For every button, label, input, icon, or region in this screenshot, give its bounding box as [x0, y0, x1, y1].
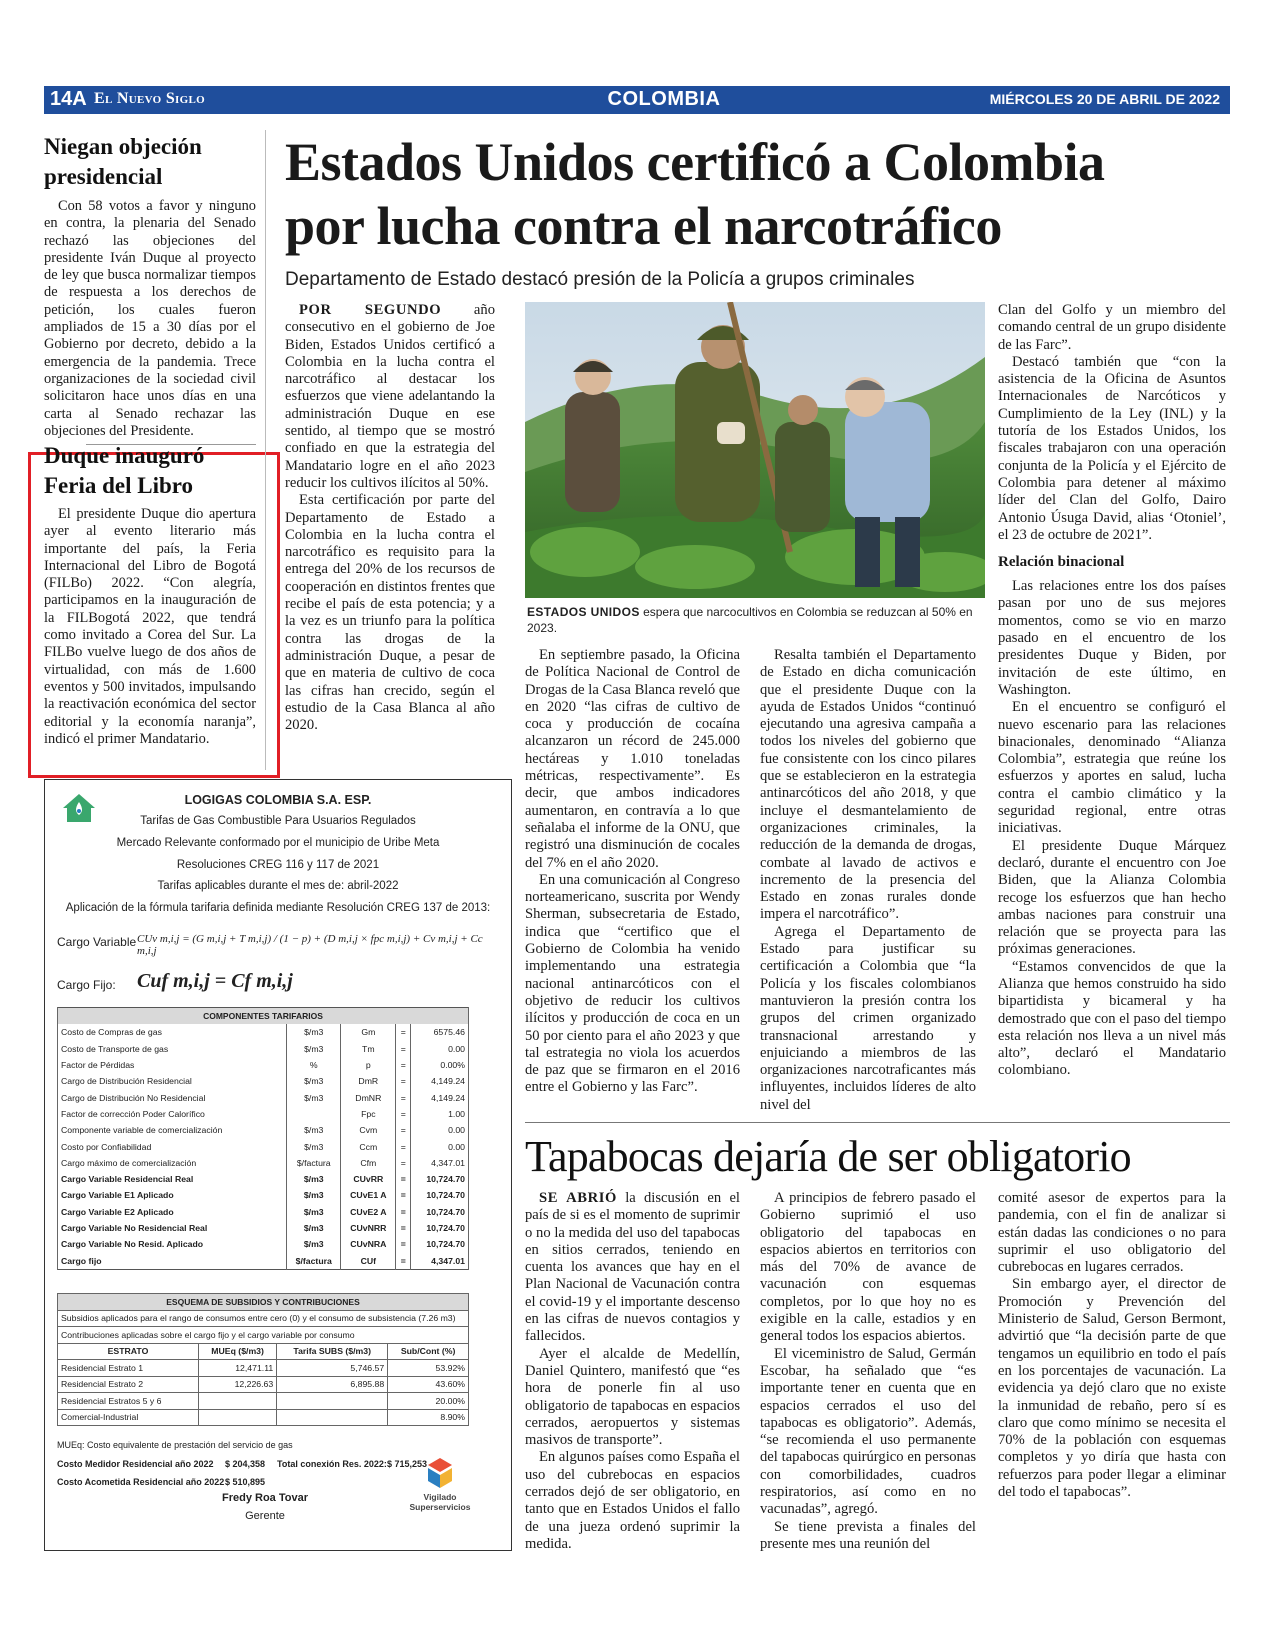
- page-number: 14A: [50, 88, 87, 110]
- component-row: Cargo Variable E1 Aplicado $/m3 CUvE1 A = 10,724.70: [58, 1187, 469, 1203]
- story1-column-1: POR SEGUNDO año consecutivo en el gobierno de Joe Biden, Estados Unidos certificó a Colombia en la lucha contra el narcotráfico al destacar los esfuerzos que viene adelantando la administración Duque en ese sentido, al tiempo que se mostró confiado en que la estrategia del Mandatario logre en el año 2023 reducir los cultivos ilícitos al 50%. Esta certificación por parte del Departamento de Estado a Colombia en la lucha contra el narcotráfico es requisito para la entrega del 20% de los recursos de cooperación en distintos frentes que recibe el país de esta potencia; y a la vez es un triunfo para la política contra las drogas de la administración Duque, a pesar de que en materia de cultivo de coca las cifras han crecido, según el estudio de la Casa Blanca al año 2020.: [285, 302, 495, 734]
- component-row: Costo de Compras de gas $/m3 Gm = 6575.46: [58, 1024, 469, 1040]
- subsidy-row: Residencial Estratos 5 y 6 20.00%: [58, 1393, 469, 1410]
- ad-company: LOGIGAS COLOMBIA S.A. ESP.: [184, 793, 372, 807]
- component-row: Cargo Variable E2 Aplicado $/m3 CUvE2 A = 10,724.70: [58, 1204, 469, 1220]
- brief-feria-libro: [44, 441, 256, 748]
- ad-signer-role: Gerente: [245, 1510, 285, 1522]
- formula-variable: CUv m,i,j = (G m,i,j + T m,i,j) / (1 − p) + (D m,i,j × fpc m,i,j) + Cv m,i,j + Cc m,i,j: [137, 933, 483, 957]
- column-rule: [265, 130, 266, 770]
- subsidies-table: ESQUEMA DE SUBSIDIOS Y CONTRIBUCIONES Subsidios aplicados para el rango de consumos entre cero (0) y el consumo de subsistencia (7.26 m3) Contribuciones aplicadas sobre el cargo fijo y el cargo variable por consumo ESTRATO MUEq ($/m3) Tarifa SUBS ($/m3) Sub/Cont (%) Residencial Estrato 1 12,471.11 5,746.57 53.92% Residencial Estrato 2 12,226.63 6,895.88 43.60% Residencial Estratos 5 y 6 20.00% Comercial-Industrial 8.90%: [57, 1293, 469, 1426]
- component-row: Cargo Variable No Residencial Real $/m3 CUvNRR = 10,724.70: [58, 1220, 469, 1236]
- issue-date: MIÉRCOLES 20 DE ABRIL DE 2022: [989, 91, 1220, 107]
- story1-lead: POR SEGUNDO: [299, 302, 442, 318]
- subsidies-header-row: ESTRATO MUEq ($/m3) Tarifa SUBS ($/m3) Sub/Cont (%): [58, 1343, 469, 1360]
- story2-lead: SE ABRIÓ: [539, 1190, 617, 1206]
- component-row: Cargo de Distribución No Residencial $/m3 DmNR = 4,149.24: [58, 1089, 469, 1105]
- component-row: Cargo Variable No Resid. Aplicado $/m3 CUvNRA = 10,724.70: [58, 1236, 469, 1252]
- soldiers-eradication-photo: [525, 302, 985, 598]
- component-row: Cargo Variable Residencial Real $/m3 CUvRR = 10,724.70: [58, 1171, 469, 1187]
- brief-objecion: [44, 132, 256, 445]
- component-row: Cargo fijo $/factura CUf = 4,347.01: [58, 1252, 469, 1269]
- superservicios-logo-icon: [425, 1456, 455, 1490]
- tapabocas-headline: Tapabocas dejaría de ser obligatorio: [525, 1132, 1131, 1181]
- main-deck: Departamento de Estado destacó presión de la Policía a grupos criminales: [285, 269, 915, 290]
- brief-feria-title: Duque inauguró Feria del Libro: [44, 443, 205, 498]
- subsidy-row: Residencial Estrato 2 12,226.63 6,895.88 43.60%: [58, 1376, 469, 1393]
- story2-column-2: A principios de febrero pasado el Gobierno suprimió el uso obligatorio del tapabocas en espacios abiertos en territorios con más del 70% de avance de vacunación con esquemas completos, por lo que hoy no es exigible en la calle, estadios y en general todos los espacios abiertos. El viceministro de Salud, Germán Escobar, ha señalado que “es importante tener en cuenta que en espacios cerrados el uso del tapabocas es obligatorio”. Además, “se recomienda el uso permanente del tapabocas quirúrgico en personas con comorbilidades, cuadros respiratorios, así como en no vacunadas”, agregó. Se tiene prevista a finales del presente mes una reunión del: [760, 1190, 976, 1552]
- subsidy-row: Comercial-Industrial 8.90%: [58, 1409, 469, 1426]
- story-divider: [525, 1122, 1230, 1123]
- components-table: COMPONENTES TARIFARIOS Costo de Compras de gas $/m3 Gm = 6575.46 Costo de Transporte de gas $/m3 Tm = 0.00 Factor de Pérdidas % p = 0.00% Cargo de Distribución Residencial $/m3 DmR = 4,149.24 Cargo de Distribución No Residencial $/m3 DmNR = 4,149.24 Factor de corrección Poder Calorífico Fpc = 1.00 Componente variable de comercialización $/m3 Cvm = 0.00 Costo por Confiabilidad $/m3 Ccm = 0.00 Cargo máximo de comercialización $/factura Cfm = 4,347.01 Cargo Variable Residencial Real $/m3 CUvRR = 10,724.70 Cargo Variable E1 Aplicado $/m3 CUvE1 A = 10,724.70 Cargo Variable E2 Aplicado $/m3 CUvE2 A = 10,724.70 Cargo Variable No Residencial Real $/m3 CUvNRR = 10,724.70 Cargo Variable No Resid. Aplicado $/m3 CUvNRA = 10,724.70 Cargo fijo $/factura CUf = 4,347.01: [57, 1007, 469, 1270]
- component-row: Componente variable de comercialización $/m3 Cvm = 0.00: [58, 1122, 469, 1138]
- newspaper-brand: El Nuevo Siglo: [94, 90, 205, 107]
- story2-column-3: comité asesor de expertos para la pandemia, con el fin de analizar si están dadas las condiciones o no para suprimir el uso obligatorio del cubrebocas en lugares cerrados. Sin embargo ayer, el director de Promoción y Prevención del Ministerio de Salud, Gerson Bermont, advirtió que “la decisión parte de que tengamos un equilibrio en todo el país en los porcentajes de vacunación. La evidencia ya dejó claro que no existe la inmunidad de rebaño, pero sí es claro que como mínimo se necesita el 70% de la población con esquemas completos y yo diría que hasta con refuerzos para poder llegar a eliminar del todo el tapabocas”.: [998, 1190, 1226, 1501]
- photo-caption: ESTADOS UNIDOS espera que narcocultivos en Colombia se reduzcan al 50% en 2023.: [527, 605, 973, 635]
- brief-feria-body: El presidente Duque dio apertura ayer al evento literario más importante del país, la Feria Internacional del Libro de Bogotá (FILBo) 2022. “Con alegría, participamos en la inauguración de la FILBogotá 2022, que tendrá como invitado a Corea del Sur. La FILBo vuelve luego de dos años de virtualidad, con más de 1.600 eventos y 500 invitados, impulsando la reactivación económica del sector editorial y la economía naranja”, indicó el primer Mandatario.: [44, 506, 256, 747]
- component-row: Costo por Confiabilidad $/m3 Ccm = 0.00: [58, 1138, 469, 1154]
- subsidies-rows: [58, 1360, 469, 1426]
- formula-fijo: Cuf m,i,j = Cf m,i,j: [137, 970, 293, 992]
- story1-column-4: Clan del Golfo y un miembro del comando central de un grupo disidente de las Farc”. Destacó también que “con la asistencia de la Oficina de Asuntos Internacionales de Narcóticos y Cumplimiento de la Ley (INL) y la tutoría de los Estados Unidos, los fiscales trabajaron con una operación conjunta de la Policía y el Ejército de Colombia para detener al máximo líder del Clan del Golfo, Dairo Antonio Úsuga David, alias ‘Otoniel’, el 23 de octubre de 2021”. Relación binacional Las relaciones entre los dos países pasan por uno de sus mejores momentos, como se vio en marzo pasado en el encuentro de los presidentes Duque y Biden, por invitación de este último, en Washington. En el encuentro se configuró el nuevo escenario para las relaciones binacionales, denominado “Alianza Colombia”, estrategia que reúne los esfuerzos y aportes en salud, lucha contra el cambio climático y la seguridad regional, entre otras iniciativas. El presidente Duque Márquez declaró, durante el encuentro con Joe Biden, que la Alianza Colombia recoge los esfuerzos que han hecho ambas naciones para construir una relación que se proyecta para las próximas generaciones. “Estamos convencidos de que la Alianza que hemos construido ha sido bipartidista y bicameral y ha demostrado que con el paso del tiempo esta relación nos lleva a un nivel más alto”, declaró el Mandatario colombiano.: [998, 302, 1226, 1079]
- main-headline: Estados Unidos certificó a Colombia por lucha contra el narcotráfico: [285, 132, 1105, 256]
- story2-column-1: SE ABRIÓ la discusión en el país de si es el momento de suprimir o no la medida del uso del tapabocas en sitios cerrados, teniendo en cuenta los avances que hay en el Plan Nacional de Vacunación contra el covid-19 y el importante descenso en las cifras de nuevos contagios y fallecidos. Ayer el alcalde de Medellín, Daniel Quintero, manifestó que “es hora de ponerle fin al uso obligatorio de tapabocas en espacios cerrados, aeropuertos y sistemas masivos de transporte”. En algunos países como España el uso del cubrebocas en espacios cerrados dejó de ser obligatorio, en tanto que en Estados Unidos el fallo de una jueza ordenó suprimir la medida.: [525, 1190, 740, 1552]
- components-rows: [58, 1024, 469, 1269]
- story1-column-3: Resalta también el Departamento de Estado en dicha comunicación que el presidente Duque con la ayuda de Estados Unidos “continuó ejecutando una agresiva campaña a todos los niveles del gobierno que fue consistente con los cinco pilares que se establecieron en la estrategia antinarcóticos del año 2018, y que incluye el desmantelamiento de organizaciones criminales, la reducción de la demanda de drogas, combate al lavado de activos e incremento de la presencia del Estado en zonas rurales donde impera el narcotráfico”. Agrega el Departamento de Estado para justificar su certificación a Colombia que “la Policía y los fiscales colombianos mantuvieron la presión contra los grupos del crimen organizado transnacional arrestando y enjuiciando a miembros de las organizaciones narcotraficantes más influyentes, incluidos líderes de alto nivel del: [760, 647, 976, 1113]
- subheading-relacion-binacional: Relación binacional: [998, 554, 1125, 571]
- brief-objecion-body: Con 58 votos a favor y ninguno en contra, la plenaria del Senado rechazó las objeciones del presidente Iván Duque al proyecto de ley que busca normalizar tiempos de respuesta a los derechos de petición, los cuales fueron ampliados de 15 a 30 días por el Gobierno por decreto, debido a la emergencia de la pandemia. Trece organizaciones de la sociedad civil solicitaron hace unos días en una carta al Senado rechazar las objeciones del Presidente.: [44, 198, 256, 439]
- component-row: Factor de Pérdidas % p = 0.00%: [58, 1057, 469, 1073]
- component-row: Factor de corrección Poder Calorífico Fpc = 1.00: [58, 1106, 469, 1122]
- component-row: Cargo máximo de comercialización $/factura Cfm = 4,347.01: [58, 1155, 469, 1171]
- brief-objecion-title: Niegan objeción presidencial: [44, 134, 202, 189]
- component-row: Costo de Transporte de gas $/m3 Tm = 0.00: [58, 1041, 469, 1057]
- story1-column-2: En septiembre pasado, la Oficina de Política Nacional de Control de Drogas de la Casa Blanca reveló que en 2020 “las cifras de cultivo de coca y producción de cocaína alcanzaron un récord de 245.000 hectáreas y 1.010 toneladas métricas, respectivamente”. Es decir, que ambos indicadores aumentaron, en contravía a lo que señalaba el informe de la ONU, que registró una disminución de cocales del 7% en el año 2020. En una comunicación al Congreso norteamericano, suscrita por Wendy Sherman, subsecretaria de Estado, indica que “certifico que el Gobierno de Colombia ha venido implementando una estrategia nacional antinarcóticos con el objetivo de reducir los cultivos ilícitos y producción de coca en un 50 por ciento para el año 2023 y que tal estrategia no viola los acuerdos de paz que se firmaron en el 2016 entre el Gobierno y las Farc”.: [525, 647, 740, 1096]
- subsidy-row: Residencial Estrato 1 12,471.11 5,746.57 53.92%: [58, 1360, 469, 1377]
- ad-signer: Fredy Roa Tovar: [222, 1492, 308, 1504]
- photo-illustration: [525, 302, 985, 598]
- section-title: COLOMBIA: [607, 88, 721, 110]
- page-header-bar: [44, 86, 1230, 114]
- component-row: Cargo de Distribución Residencial $/m3 DmR = 4,149.24: [58, 1073, 469, 1089]
- logigas-tariff-notice: LOGIGAS COLOMBIA S.A. ESP. Tarifas de Gas Combustible Para Usuarios Regulados Mercado Relevante conformado por el municipio de Uribe Meta Resoluciones CREG 116 y 117 de 2021 Tarifas aplicables durante el mes de: abril-2022 Aplicación de la fórmula tarifaria definida mediante Resolución CREG 137 de 2013: Cargo Variable CUv m,i,j = (G m,i,j + T m,i,j) / (1 − p) + (D m,i,j × fpc m,i,j) + Cv m,i,j + Cc m,i,j Cargo Fijo: Cuf m,i,j = Cf m,i,j COMPONENTES TARIFARIOS Costo de Compras de gas $/m3 Gm = 6575.46 Costo de Transporte de gas $/m3 Tm = 0.00 Factor de Pérdidas % p = 0.00% Cargo de Distribución Residencial $/m3 DmR = 4,149.24 Cargo de Distribución No Residencial $/m3 DmNR = 4,149.24 Factor de corrección Poder Calorífico Fpc = 1.00 Componente variable de comercialización $/m3 Cvm = 0.00 Costo por Confiabilidad $/m3 Ccm = 0.00 Cargo máximo de comercialización $/factura Cfm = 4,347.01 Cargo Variable Residencial Real $/m3 CUvRR = 10,724.70 Cargo Variable E1 Aplicado $/m3 CUvE1 A = 10,724.70 Cargo Variable E2 Aplicado $/m3 CUvE2 A = 10,724.70 Cargo Variable No Residencial Real $/m3 CUvNRR = 10,724.70 Cargo Variable No Resid. Aplicado $/m3 CUvNRA = 10,724.70 Cargo fijo $/factura CUf = 4,347.01 ESQUEMA DE SUBSIDIOS Y CONTRIBUCIONES Subsidios aplicados para el rango de consumos entre cero (0) y el consumo de subsistencia (7.26 m3) Contribuciones aplicadas sobre el cargo fijo y el cargo variable por consumo ESTRATO MUEq ($/m3) Tarifa SUBS ($/m3) Sub/Cont (%) Residencial Estrato 1 12,471.11 5,746.57 53.92% Residencial Estrato 2 12,226.63 6,895.88 43.60% Residencial Estratos 5 y 6 20.00% Comercial-Industrial 8.90% MUEq: Costo equivalente de prestación del servicio de gas Costo Medidor Residencial año 2022 $ 204,358 Total conexión Res. 2022: $ 715,253 Costo Acometida Residencial año 2022 $ 510,895 Fredy Roa Tovar Gerente Vigilado Superservicios: [44, 779, 512, 1551]
- vigilado-text: Vigilado Superservicios: [409, 1492, 471, 1512]
